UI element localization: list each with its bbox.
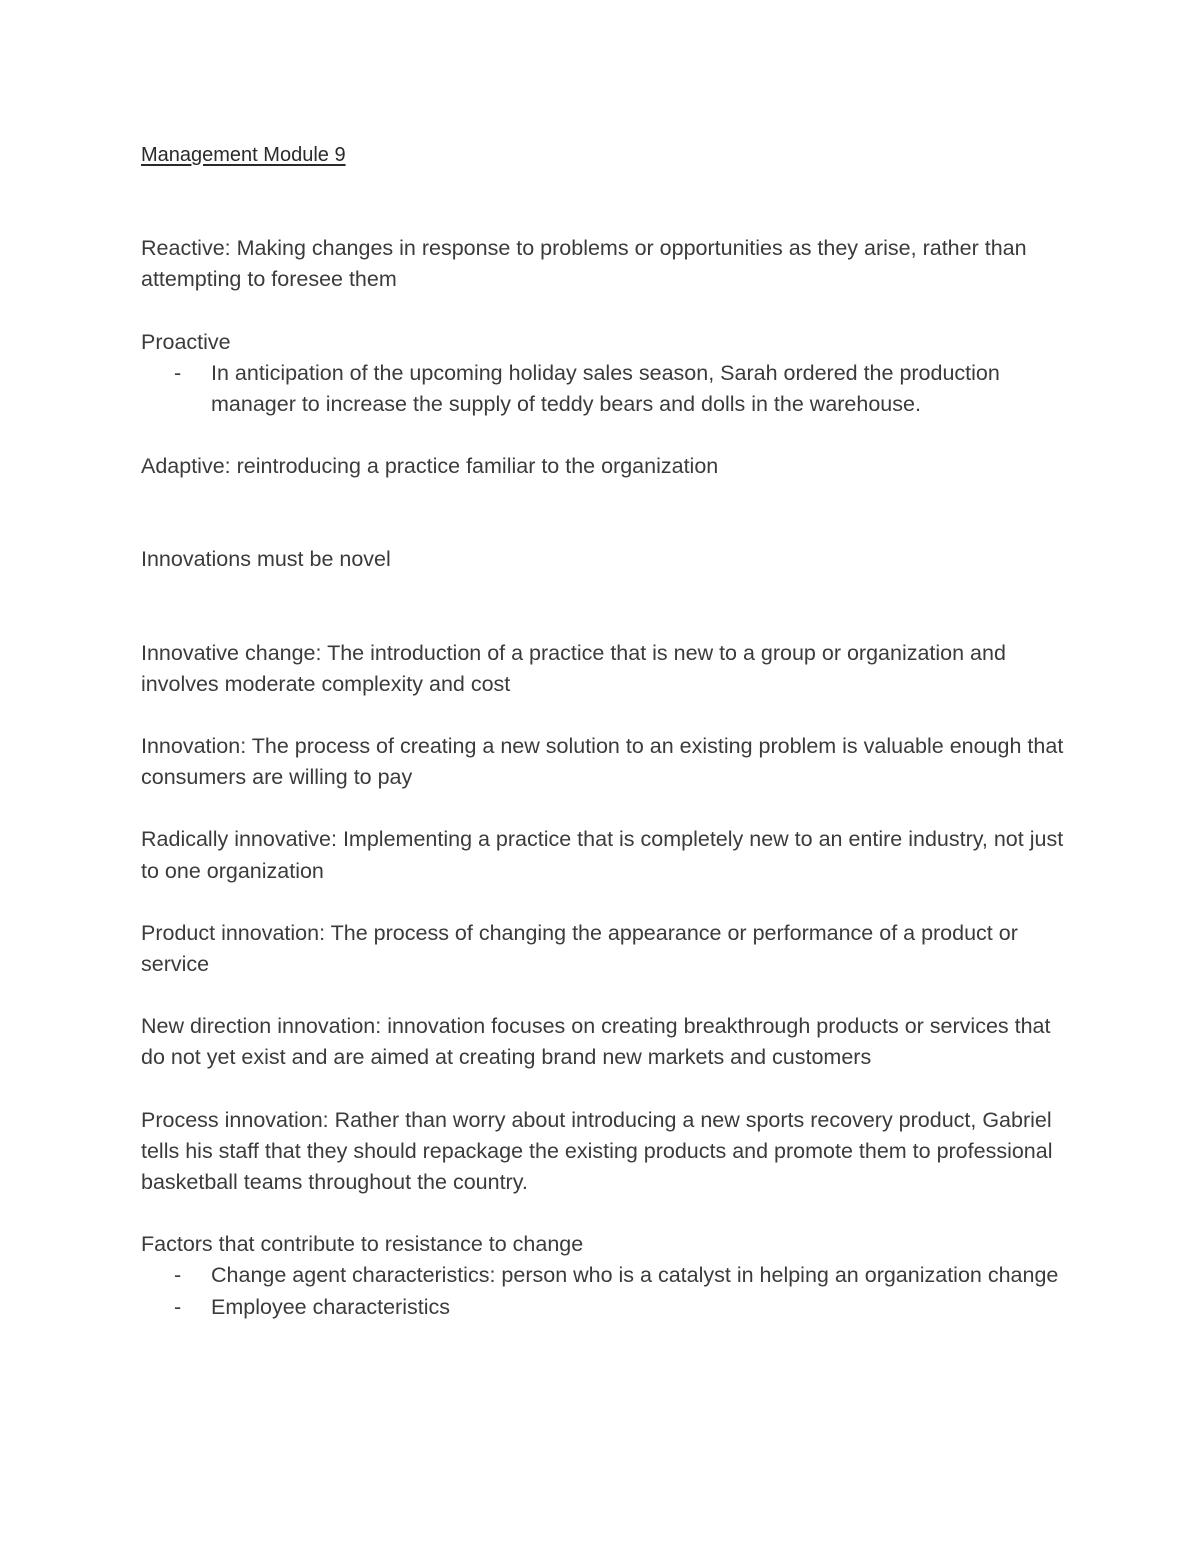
spacer bbox=[141, 576, 1071, 638]
document-page bbox=[141, 140, 1071, 1323]
new-direction-definition: New direction innovation: innovation focuses on creating breakthrough products or services that do not yet exist and are aimed at creating brand new markets and customers bbox=[141, 1014, 1051, 1070]
spacer bbox=[141, 793, 1071, 824]
innovation-definition: Innovation: The process of creating a new solution to an existing problem is valuable enough that consumers are willing to pay bbox=[141, 734, 1064, 790]
dash-bullet: - bbox=[174, 1294, 182, 1319]
spacer bbox=[141, 296, 1071, 327]
dash-bullet: - bbox=[174, 360, 182, 385]
adaptive-definition: Adaptive: reintroducing a practice familiar to the organization bbox=[141, 454, 719, 479]
resistance-list bbox=[141, 1260, 1071, 1322]
list-item bbox=[141, 1292, 1071, 1323]
list-item-text: Change agent characteristics: person who is a catalyst in helping an organization change bbox=[211, 1263, 1059, 1288]
process-innovation-definition: Process innovation: Rather than worry about introducing a new sports recovery product, Gabriel tells his staff that they should repackage the existing products and promote them to professional basketball teams throughout the country. bbox=[141, 1107, 1053, 1195]
dash-bullet: - bbox=[174, 1263, 182, 1288]
spacer bbox=[141, 887, 1071, 918]
spacer bbox=[141, 171, 1071, 233]
spacer bbox=[141, 700, 1071, 731]
innovative-change-definition: Innovative change: The introduction of a practice that is new to a group or organization and involves moderate complexity and cost bbox=[141, 640, 1006, 696]
spacer bbox=[141, 1198, 1071, 1229]
spacer bbox=[141, 1074, 1071, 1105]
list-item bbox=[141, 1260, 1071, 1291]
resistance-heading: Factors that contribute to resistance to change bbox=[141, 1232, 584, 1257]
list-item-text: In anticipation of the upcoming holiday sales season, Sarah ordered the production manager to increase the supply of teddy bears and dolls in the warehouse. bbox=[211, 360, 1000, 417]
spacer bbox=[141, 420, 1071, 451]
list-item-text: Employee characteristics bbox=[211, 1294, 450, 1319]
spacer bbox=[141, 980, 1071, 1011]
proactive-heading: Proactive bbox=[141, 329, 231, 354]
list-item bbox=[141, 358, 1071, 420]
product-innovation-definition: Product innovation: The process of changing the appearance or performance of a product or service bbox=[141, 920, 1018, 977]
radically-innovative-definition: Radically innovative: Implementing a practice that is completely new to an entire industry, not just to one organization bbox=[141, 827, 1064, 883]
reactive-definition: Reactive: Making changes in response to problems or opportunities as they arise, rather than attempting to foresee them bbox=[141, 236, 1027, 292]
document-title: Management Module 9 bbox=[141, 144, 346, 166]
proactive-list bbox=[141, 358, 1071, 420]
spacer bbox=[141, 482, 1071, 544]
innovations-note: Innovations must be novel bbox=[141, 547, 391, 572]
